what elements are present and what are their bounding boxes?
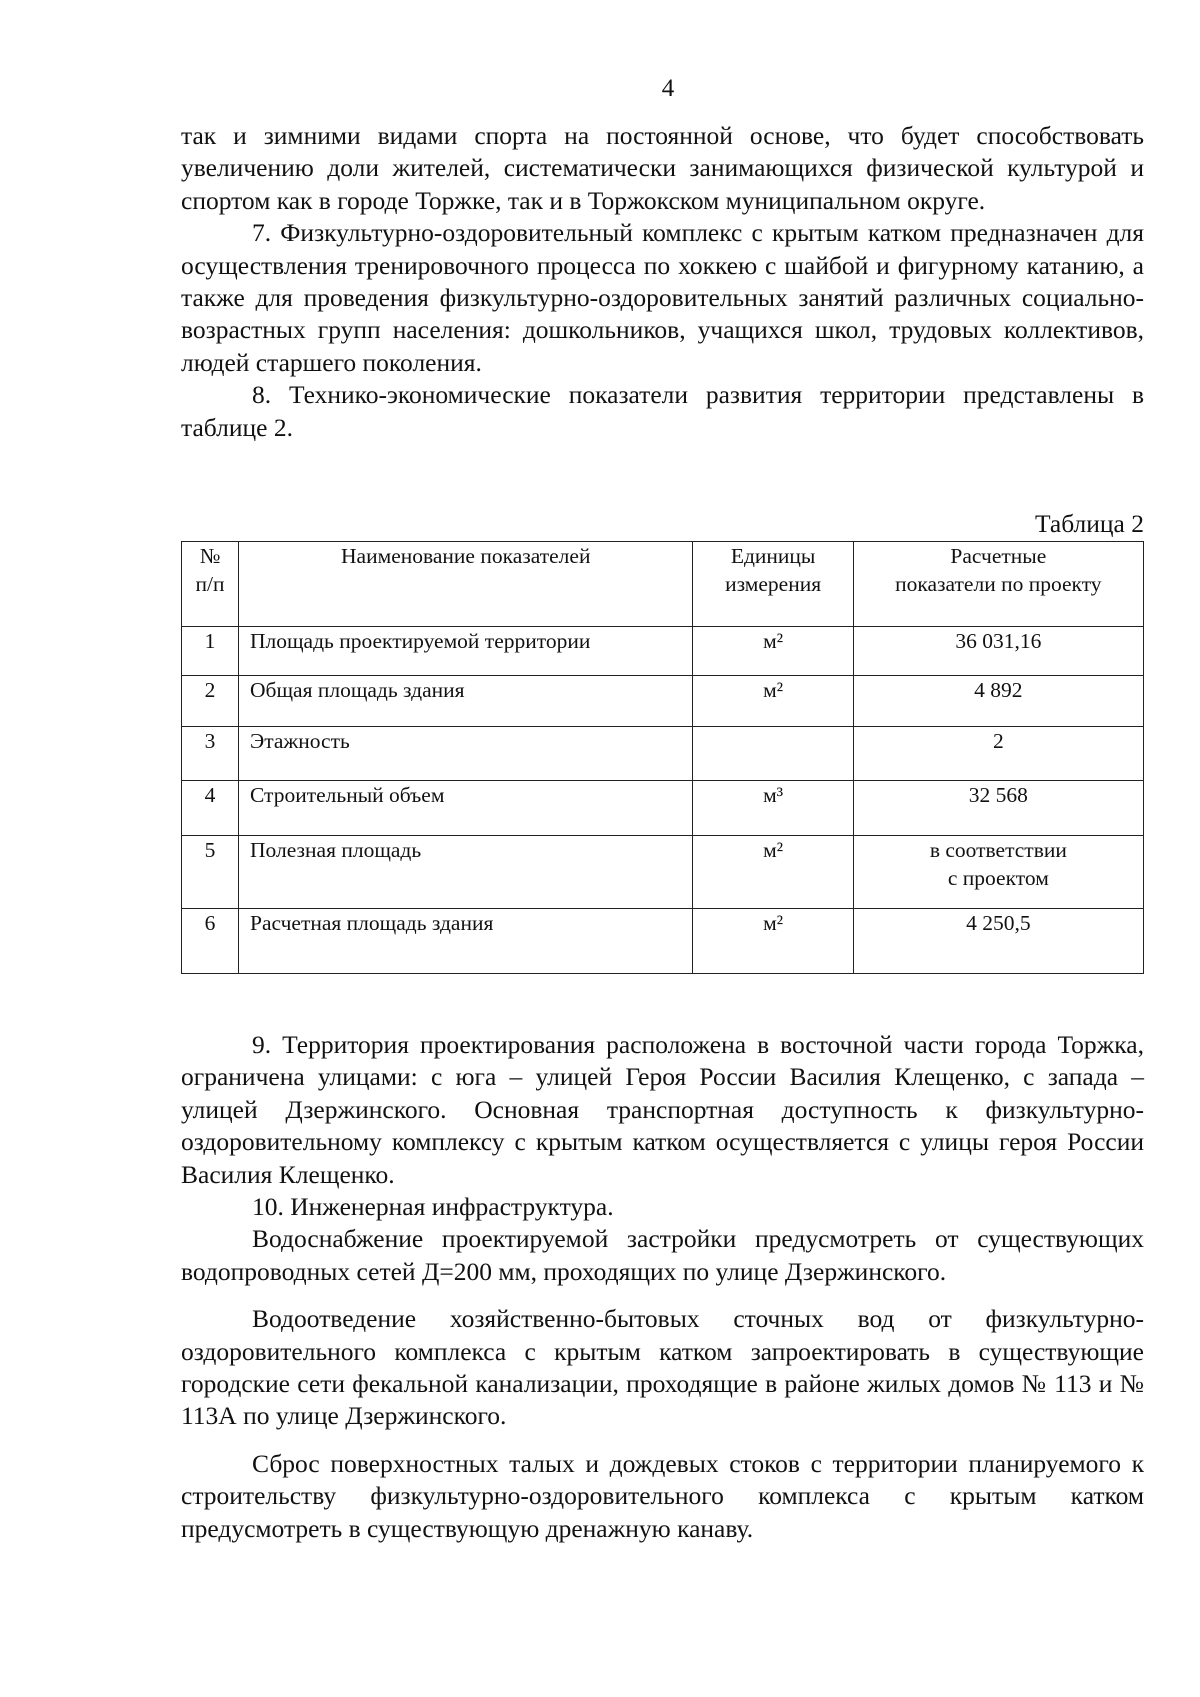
table-row bbox=[182, 836, 1144, 909]
bottom-text-block bbox=[181, 1029, 1144, 1545]
paragraph-sewerage: Водоотведение хозяйственно-бытовых сточных вод от физкультурно-оздоровительного комплекса с крытым катком запроектировать в существующие городские сети фекальной канализации, проходящие в районе жилых домов № 113 и № 113А по улице Дзержинского. bbox=[181, 1304, 1144, 1431]
row-value: 4 250,5 bbox=[853, 909, 1143, 974]
paragraph-water-supply: Водоснабжение проектируемой застройки предусмотреть от существующих водопроводных сетей Д=200 мм, проходящих по улице Дзержинского. bbox=[181, 1224, 1144, 1286]
paragraph-stormwater: Сброс поверхностных талых и дождевых стоков с территории планируемого к строительству физкультурно-оздоровительного комплекса с крытым катком предусмотреть в существующую дренажную канаву. bbox=[181, 1448, 1144, 1543]
header-unit: Единицы измерения bbox=[693, 542, 853, 627]
paragraph-item-9: 9. Территория проектирования расположена в восточной части города Торжка, ограничена улицами: с юга – улицей Героя России Василия Клещенко, с запада – улицей Дзержинского. Основная транспортная доступность к физкультурно-оздоровительному комплексу с крытым катком осуществляется с улицы героя России Василия Клещенко. bbox=[181, 1030, 1144, 1189]
row-num: 2 bbox=[182, 676, 239, 727]
row-num: 1 bbox=[182, 627, 239, 676]
table-row bbox=[182, 627, 1144, 676]
paragraph-continuation: так и зимними видами спорта на постоянной основе, что будет способствовать увеличению доли жителей, систематически занимающихся физической культурой и спортом как в городе Торжке, так и в Торжокском муниципальном округе. bbox=[181, 121, 1144, 215]
row-name: Общая площадь здания bbox=[239, 676, 693, 727]
row-name: Расчетная площадь здания bbox=[239, 909, 693, 974]
table-header-row bbox=[182, 542, 1144, 627]
row-value: 32 568 bbox=[853, 781, 1143, 836]
row-unit: м² bbox=[693, 676, 853, 727]
header-name: Наименование показателей bbox=[239, 542, 693, 627]
row-unit bbox=[693, 727, 853, 781]
row-value: 36 031,16 bbox=[853, 627, 1143, 676]
row-unit: м² bbox=[693, 909, 853, 974]
row-unit: м² bbox=[693, 836, 853, 909]
table-row bbox=[182, 781, 1144, 836]
row-unit: м³ bbox=[693, 781, 853, 836]
row-unit: м² bbox=[693, 627, 853, 676]
table-row bbox=[182, 676, 1144, 727]
row-num: 5 bbox=[182, 836, 239, 909]
top-text-block bbox=[181, 120, 1144, 444]
row-name: Этажность bbox=[239, 727, 693, 781]
header-num: № п/п bbox=[182, 542, 239, 627]
paragraph-item-8: 8. Технико-экономические показатели развития территории представлены в таблице 2. bbox=[181, 380, 1144, 442]
paragraph-gap bbox=[181, 1433, 1144, 1448]
paragraph-item-10: 10. Инженерная инфраструктура. bbox=[252, 1192, 614, 1222]
paragraph-item-7: 7. Физкультурно-оздоровительный комплекс с крытым катком предназначен для осуществления тренировочного процесса по хоккею с шайбой и фигурному катанию, а также для проведения физкультурно-оздоровительных занятий различных социально-возрастных групп населения: дошкольников, учащихся школ, трудовых коллективов, людей старшего поколения. bbox=[181, 218, 1144, 377]
row-value: в соответствии с проектом bbox=[853, 836, 1143, 909]
header-value: Расчетные показатели по проекту bbox=[853, 542, 1143, 627]
paragraph-gap bbox=[181, 1288, 1144, 1303]
row-num: 3 bbox=[182, 727, 239, 781]
table-row bbox=[182, 909, 1144, 974]
row-value: 4 892 bbox=[853, 676, 1143, 727]
row-name: Площадь проектируемой территории bbox=[239, 627, 693, 676]
page-number: 4 bbox=[661, 75, 675, 102]
table-row bbox=[182, 727, 1144, 781]
row-value: 2 bbox=[853, 727, 1143, 781]
table-caption: Таблица 2 bbox=[1034, 509, 1144, 538]
row-num: 4 bbox=[182, 781, 239, 836]
row-name: Полезная площадь bbox=[239, 836, 693, 909]
indicators-table bbox=[181, 541, 1144, 974]
row-num: 6 bbox=[182, 909, 239, 974]
row-name: Строительный объем bbox=[239, 781, 693, 836]
